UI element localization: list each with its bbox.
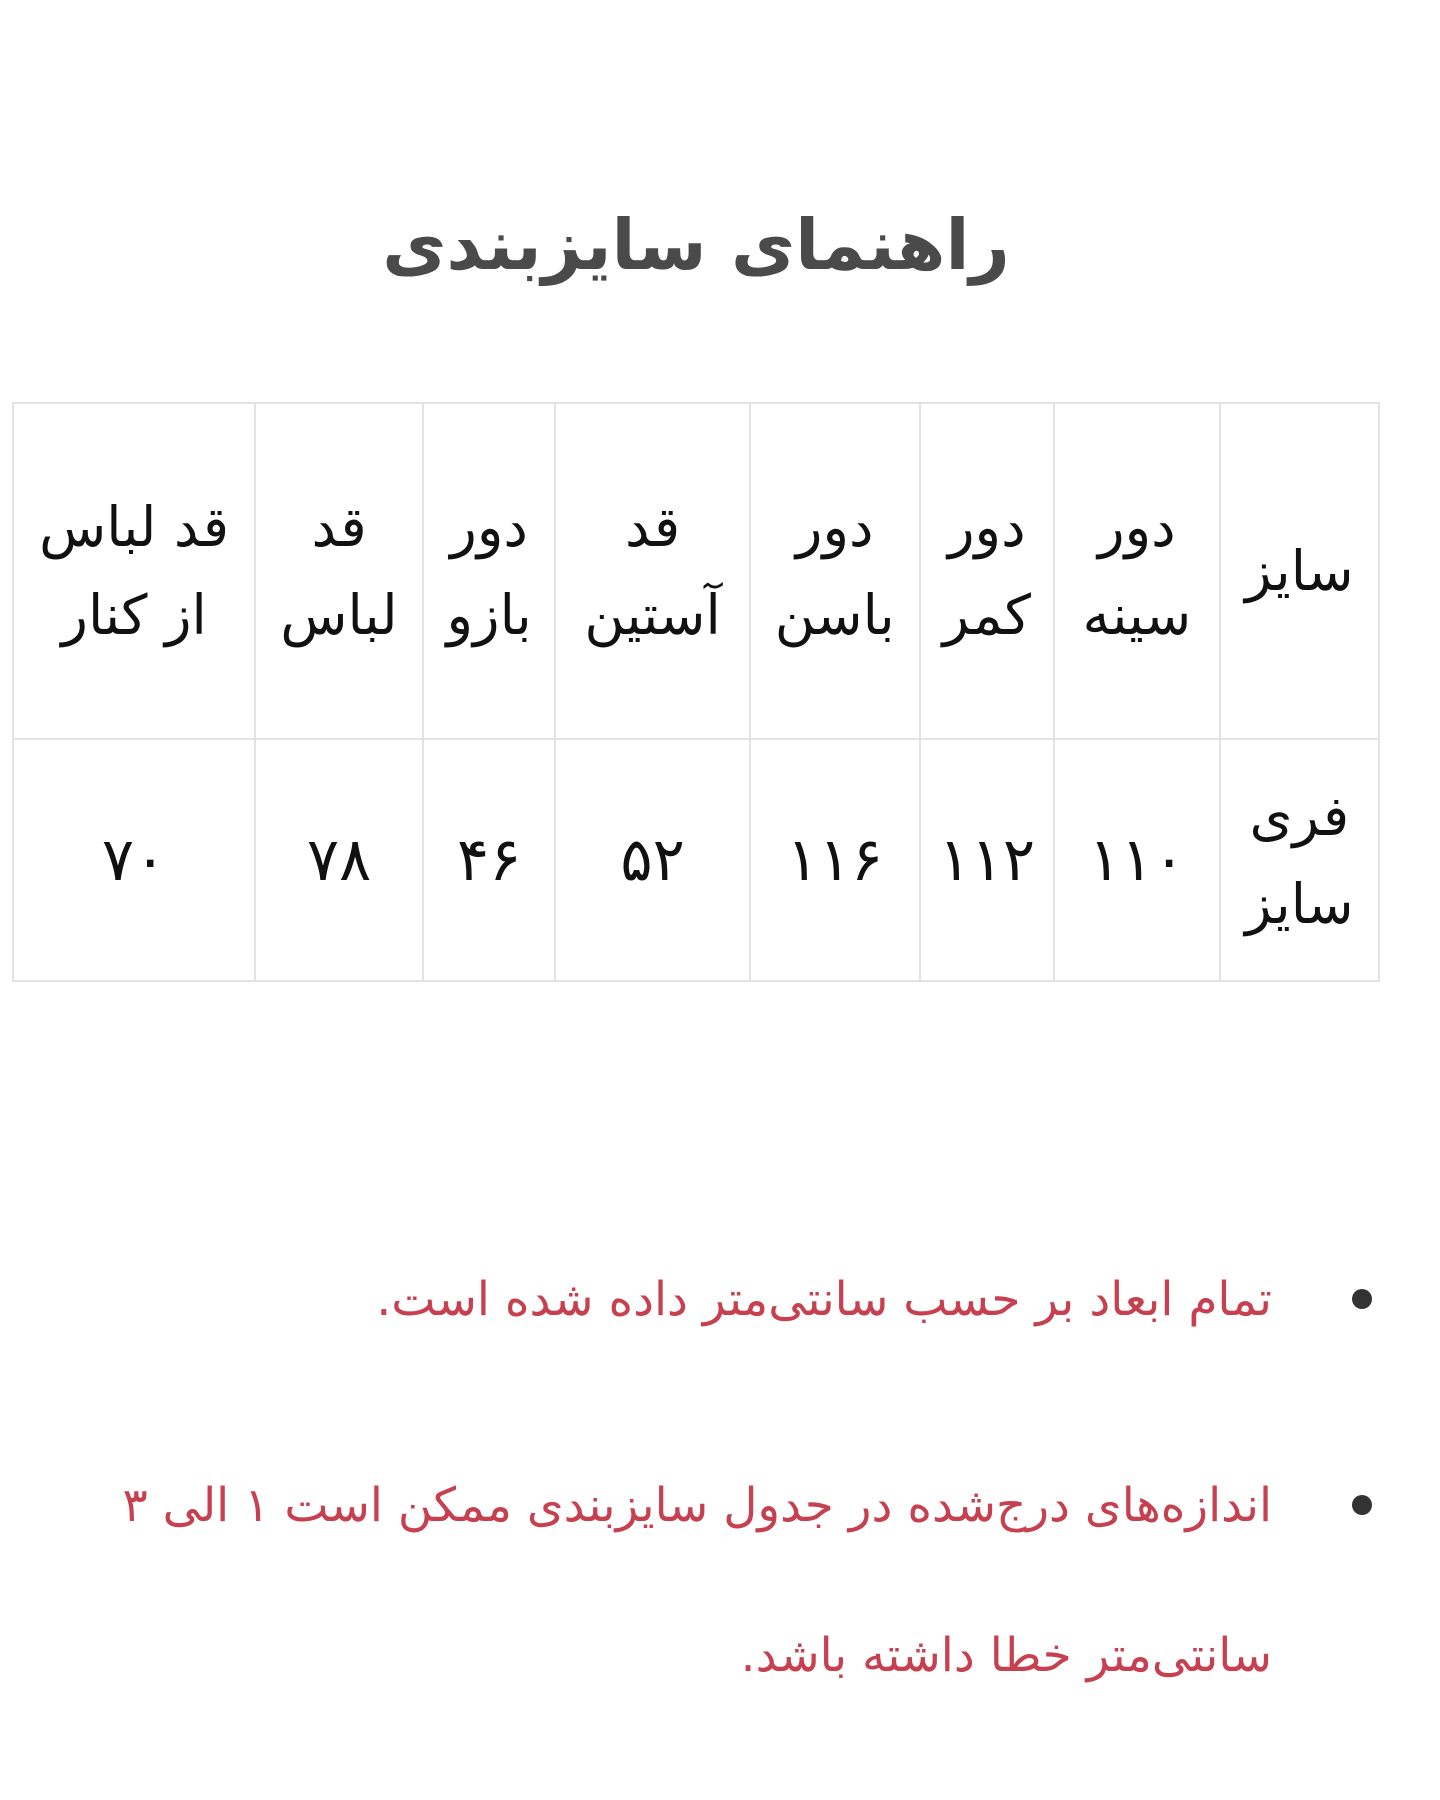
- cell-side-length: ۷۰: [13, 739, 255, 981]
- header-waist: دور کمر: [920, 403, 1055, 739]
- header-size: سایز: [1220, 403, 1379, 739]
- note-item: [0, 1225, 1328, 1375]
- note-item: [0, 1431, 1328, 1731]
- header-hip: دور باسن: [750, 403, 920, 739]
- cell-size: فری سایز: [1220, 739, 1379, 981]
- table-header-row: [13, 403, 1379, 739]
- table-row: [13, 739, 1379, 981]
- notes-list: [0, 1225, 1328, 1787]
- header-side-length: قد لباس از کنار: [13, 403, 255, 739]
- header-chest: دور سینه: [1054, 403, 1220, 739]
- note-text: تمام ابعاد بر حسب سانتی‌متر داده شده است.: [376, 1272, 1272, 1327]
- cell-hip: ۱۱۶: [750, 739, 920, 981]
- header-sleeve-length: قد آستین: [555, 403, 750, 739]
- cell-chest: ۱۱۰: [1054, 739, 1220, 981]
- size-guide-table: [12, 402, 1380, 982]
- bullet-icon: [1352, 1289, 1372, 1309]
- cell-arm: ۴۶: [423, 739, 555, 981]
- cell-sleeve-length: ۵۲: [555, 739, 750, 981]
- cell-dress-length: ۷۸: [255, 739, 423, 981]
- header-arm: دور بازو: [423, 403, 555, 739]
- bullet-icon: [1352, 1495, 1372, 1515]
- header-dress-length: قد لباس: [255, 403, 423, 739]
- page-title: راهنمای سایزبندی: [382, 204, 1010, 286]
- note-text: اندازه‌های درج‌شده در جدول سایزبندی ممکن است ۱ الی ۳ سانتی‌متر خطا داشته باشد.: [122, 1478, 1272, 1683]
- cell-waist: ۱۱۲: [920, 739, 1055, 981]
